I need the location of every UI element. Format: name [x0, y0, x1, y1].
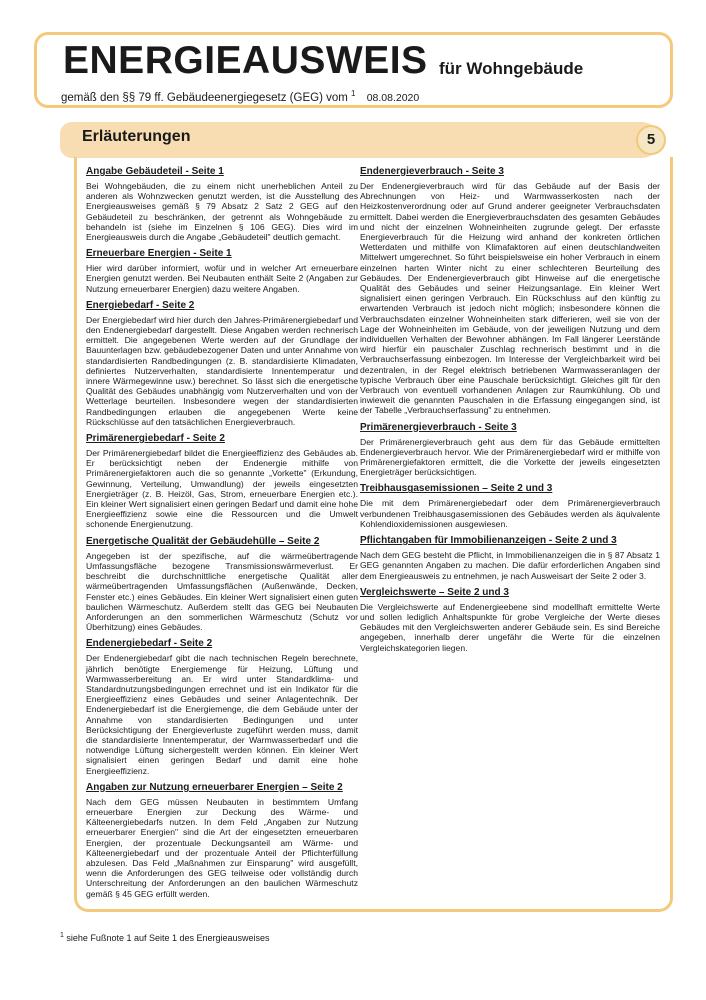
section-heading: Pflichtangaben für Immobilienanzeigen - Seite 2 und 3	[360, 535, 617, 547]
section-endenergiebedarf	[86, 638, 358, 775]
section-text: Bei Wohngebäuden, die zu einem nicht unerheblichen Anteil zu anderen als Wohnzwecken genutzt werden, ist die Ausstellung des Energieausweises gemäß § 79 Absatz 2 Satz 2 GEG auf den Gebäudeteil zu beschränken, der getrennt als Wohngebäude zu behandeln ist (siehe im Einzelnen § 106 GEG). Dies wird im Energieausweis durch die Angabe „Gebäudeteil" deutlich gemacht.	[86, 181, 358, 243]
section-heading: Erneuerbare Energien - Seite 1	[86, 248, 232, 260]
section-text: Nach dem GEG besteht die Pflicht, in Immobilienanzeigen die in § 87 Absatz 1 GEG genannten Angaben zu machen. Die dafür erforderlichen Angaben sind dem Energieausweis zu entnehmen, je nach Ausweisart der Seite 2 oder 3.	[360, 550, 660, 581]
section-heading: Endenergiebedarf - Seite 2	[86, 638, 213, 650]
section-gebaeudeteil	[86, 166, 358, 242]
section-treibhausgasemissionen	[360, 483, 660, 529]
section-text: Die mit dem Primärenergiebedarf oder dem Primärenergieverbrauch verbundenen Treibhausgasemissionen des Gebäudes werden als äquivalente Kohlendioxidemissionen ausgewiesen.	[360, 498, 660, 529]
section-text: Der Endenergieverbrauch wird für das Gebäude auf der Basis der Abrechnungen von Heiz- und Warmwasserkosten nach der Heizkostenverordnung oder auf Grund anderer geeigneter Verbrauchsdaten ermittelt. Dabei werden die Energieverbrauchsdaten des gesamten Gebäudes und nicht der einzelnen Wohneinheiten zugrunde gelegt. Der erfasste Energieverbrauch für die Heizung wird anhand der konkreten örtlichen Wetterdaten und mithilfe von Klimafaktoren auf einen deutschlandweiten Mittelwert umgerechnet. So führt beispielsweise ein hoher Verbrauch in einem einzelnen harten Winter nicht zu einer schlechteren Beurteilung des Gebäudes. Der Endenergieverbrauch gibt Hinweise auf die energetische Qualität des Gebäudes und seiner Heizungsanlage. Ein kleiner Wert signalisiert einen geringen Verbrauch. Ein Rückschluss auf den künftig zu erwartenden Verbrauch ist jedoch nicht möglich; insbesondere können die Verbrauchsdaten einzelner Wohneinheiten stark differieren, weil sie von der Lage der Wohneinheiten im Gebäude, von der jeweiligen Nutzung und dem individuellen Verhalten der Bewohner abhängen. Im Fall längerer Leerstände wird hierfür ein pauschaler Zuschlag rechnerisch bestimmt und in die Verbrauchserfassung einbezogen. Im Interesse der Vergleichbarkeit wird bei dezentralen, in der Regel elektrisch betriebenen Warmwasseranlagen der typische Verbrauch über eine Pauschale berücksichtigt. Gleiches gilt für den Verbrauch von eventuell vorhandenen Anlagen zur Raumkühlung. Ob und inwieweit die genannten Pauschalen in die Erfassung eingegangen sind, ist der Tabelle „Verbrauchserfassung" zu entnehmen.	[360, 181, 660, 416]
section-pflichtangaben	[360, 535, 660, 581]
section-nutzung-erneuerbarer-energien	[86, 782, 358, 899]
footnote-marker: 1	[60, 932, 64, 939]
section-primaerenergieverbrauch	[360, 422, 660, 478]
document-subtitle: für Wohngebäude	[439, 59, 584, 78]
footnote	[60, 932, 270, 943]
footnote-text: siehe Fußnote 1 auf Seite 1 des Energieausweises	[66, 933, 270, 943]
section-bar	[60, 122, 660, 158]
section-heading: Angabe Gebäudeteil - Seite 1	[86, 166, 224, 177]
law-reference	[61, 89, 419, 104]
issue-date: 08.08.2020	[366, 91, 420, 104]
left-column	[86, 166, 358, 905]
section-gebaeudehuelle	[86, 536, 358, 633]
section-text: Der Primärenergieverbrauch geht aus dem für das Gebäude ermittelten Endenergieverbrauch hervor. Wie der Primärenergiebedarf wird er mithilfe von Primärenergiefaktoren ermittelt, die die Vorkette der jeweils eingesetzten Energieträger berücksichtigen.	[360, 436, 660, 478]
section-heading: Treibhausgasemissionen – Seite 2 und 3	[360, 483, 553, 495]
section-heading: Angaben zur Nutzung erneuerbarer Energien – Seite 2	[86, 781, 343, 793]
section-text: Die Vergleichswerte auf Endenergieebene sind modellhaft ermittelte Werte und sollen lediglich Anhaltspunkte für grobe Vergleiche der Werte dieses Gebäudes mit den Vergleichswerten anderer Gebäude sein. Es sind Bereiche angegeben, innerhalb derer ungefähr die Werte für die einzelnen Vergleichskategorien liegen.	[360, 601, 660, 653]
section-heading: Energetische Qualität der Gebäudehülle – Seite 2	[86, 535, 320, 547]
section-text: Der Endenergiebedarf gibt die nach technischen Regeln berechnete, jährlich benötigte Energiemenge für Heizung, Lüftung und Warmwasserbereitung an. Er wird unter Standardklima- und Standardnutzungsbedingungen errechnet und ist ein Indikator für die Energieeffizienz eines Gebäudes und seiner Anlagentechnik. Der Endenergiebedarf ist die Energiemenge, die dem Gebäude unter der Annahme von standardisierten Bedingungen und unter Berücksichtigung der Energieverluste zugeführt werden muss, damit die standardisierte Innentemperatur, der Warmwasserbedarf und die notwendige Lüftung sichergestellt werden können. Ein kleiner Wert signalisiert einen geringen Bedarf und damit eine hohe Energieeffizienz.	[86, 653, 358, 776]
section-heading: Energiebedarf - Seite 2	[86, 299, 195, 311]
right-column	[360, 166, 660, 659]
page-number-badge: 5	[636, 125, 666, 155]
section-text: Nach dem GEG müssen Neubauten in bestimmtem Umfang erneuerbare Energien zur Deckung des Wärme- und Kälteenergiebedarfs nutzen. In dem Feld „Angaben zur Nutzung erneuerbarer Energien" sind die Art der eingesetzten erneuerbaren Energien, der prozentuale Deckungsanteil am Wärme- und Kälteenergiebedarf und der prozentuale Anteil der Pflichterfüllung abzulesen. Das Feld „Maßnahmen zur Einsparung" wird ausgefüllt, wenn die Anforderungen des GEG teilweise oder vollständig durch Unterschreitung der Anforderungen an den baulichen Wärmeschutz gemäß § 45 GEG erfüllt werden.	[86, 796, 358, 899]
footnote-ref: 1	[351, 89, 356, 98]
section-text: Angegeben ist der spezifische, auf die wärmeübertragende Umfassungsfläche bezogene Transmissionswärmeverlust. Er beschreibt die durchschnittliche energetische Qualität aller wärmeübertragenden Umfassungsflächen (Außenwände, Decken, Fenster etc.) eines Gebäudes. Ein kleiner Wert signalisiert einen guten baulichen Wärmeschutz. Außerdem stellt das GEG bei Neubauten Anforderungen an den sommerlichen Wärmeschutz (Schutz vor Überhitzung) eines Gebäudes.	[86, 550, 358, 633]
header-box	[34, 32, 673, 108]
document-title: ENERGIEAUSWEIS	[63, 39, 428, 82]
section-text: Der Energiebedarf wird hier durch den Jahres-Primärenergiebedarf und den Endenergiebedarf dargestellt. Diese Angaben werden rechnerisch ermittelt. Die angegebenen Werte werden auf der Grundlage der Bauunterlagen bzw. gebäudebezogener Daten und unter Annahme von standardisierten Randbedingungen (z. B. standardisierte Klimadaten, definiertes Nutzerverhalten, standardisierte Innentemperatur und innere Wärmegewinne usw.) berechnet. So lässt sich die energetische Qualität des Gebäudes unabhängig vom Nutzerverhalten und von der Wetterlage beurteilen. Insbesondere wegen der standardisierten Randbedingungen erlauben die angegebenen Werte keine Rückschlüsse auf den tatsächlichen Energieverbrauch.	[86, 314, 358, 427]
section-vergleichswerte	[360, 587, 660, 653]
section-heading: Primärenergieverbrauch - Seite 3	[360, 421, 517, 433]
law-text: gemäß den §§ 79 ff. Gebäudeenergiegesetz (GEG) vom	[61, 91, 348, 104]
section-erneuerbare-energien	[86, 248, 358, 294]
section-text: Hier wird darüber informiert, wofür und in welcher Art erneuerbare Energien genutzt werden. Bei Neubauten enthält Seite 2 (Angaben zur Nutzung erneuerbarer Energien) dazu weitere Angaben.	[86, 263, 358, 294]
section-text: Der Primärenergiebedarf bildet die Energieeffizienz des Gebäudes ab. Er berücksichtigt neben der Endenergie mithilfe von Primärenergiefaktoren auch die so genannte „Vorkette" (Erkundung, Gewinnung, Verteilung, Umwandlung) der jeweils eingesetzten Energieträger (z. B. Heizöl, Gas, Strom, erneuerbare Energien etc.). Ein kleiner Wert signalisiert einen geringen Bedarf und damit eine hohe Energieeffizienz sowie eine die Ressourcen und die Umwelt schonende Energienutzung.	[86, 448, 358, 530]
section-heading: Primärenergiebedarf - Seite 2	[86, 433, 225, 445]
section-endenergieverbrauch	[360, 166, 660, 416]
section-heading: Endenergieverbrauch - Seite 3	[360, 166, 504, 177]
section-primaerenergiebedarf	[86, 433, 358, 530]
section-heading: Vergleichswerte – Seite 2 und 3	[360, 586, 509, 598]
section-title: Erläuterungen	[82, 128, 191, 145]
section-energiebedarf	[86, 300, 358, 427]
